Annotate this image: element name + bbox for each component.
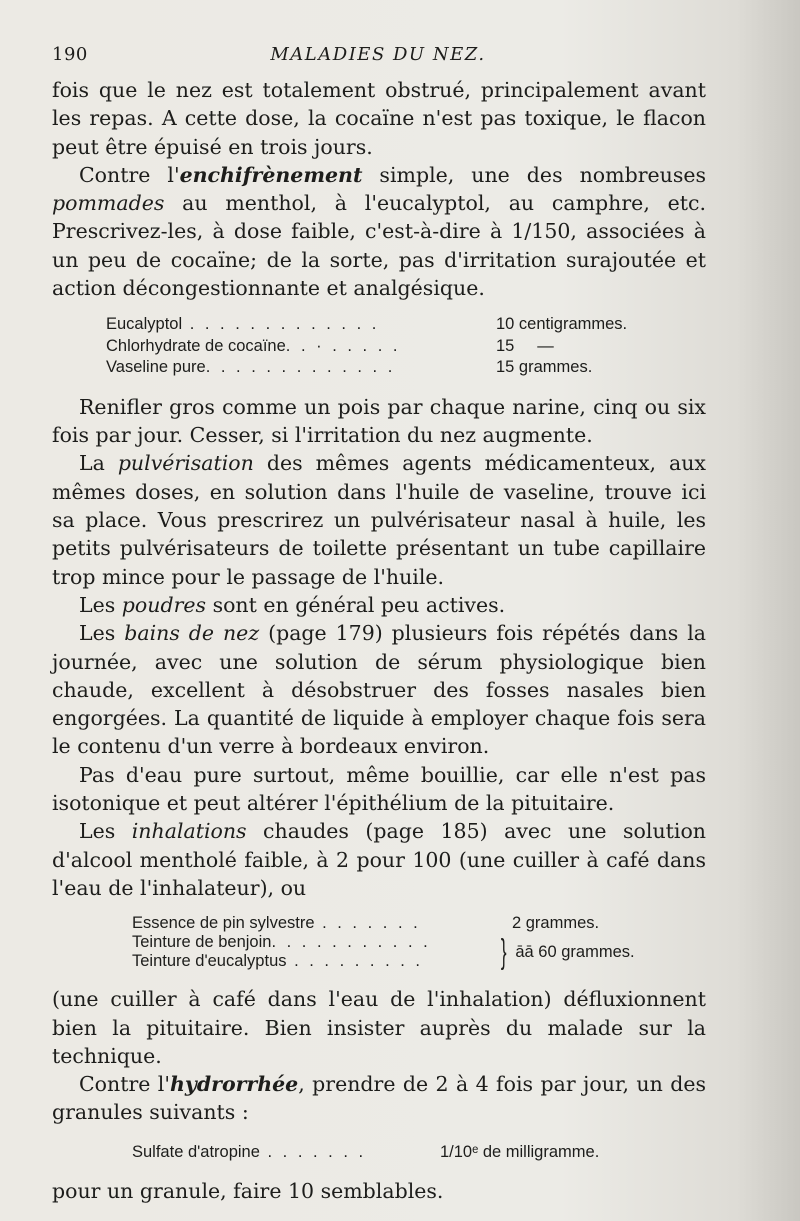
term-enchifrenement: enchifrènement bbox=[179, 162, 363, 187]
ingredient-cell bbox=[132, 914, 512, 933]
leader-dots: . . . . . . . . . . . . . bbox=[182, 315, 380, 334]
prescription-row bbox=[106, 336, 646, 358]
ingredient-cell bbox=[132, 933, 512, 952]
term-poudres: poudres bbox=[121, 592, 207, 617]
paragraph-poudres bbox=[52, 591, 706, 619]
paragraph-eau-pure: Pas d'eau pure surtout, même bouillie, car elle n'est pas isotonique et peut altérer l'épithélium de la pituitaire. bbox=[52, 762, 706, 816]
text-run: simple, une des nombreuses bbox=[362, 162, 706, 187]
ingredient-quantity: 1/10ᵉ de milligramme. bbox=[440, 1142, 600, 1161]
text-run: La bbox=[79, 451, 118, 476]
prescription-granule bbox=[132, 1141, 706, 1163]
ingredient-cell bbox=[106, 336, 496, 358]
prescription-row bbox=[132, 914, 652, 933]
shared-quantity: āā 60 grammes. bbox=[515, 942, 635, 961]
text-run: Les bbox=[79, 621, 125, 646]
ingredient-quantity: 10 centigrammes. bbox=[496, 315, 628, 334]
term-inhalations: inhalations bbox=[131, 819, 247, 844]
ingredient-name: Teinture d'eucalyptus bbox=[132, 952, 287, 971]
ingredient-name: Vaseline pure bbox=[106, 358, 206, 377]
ingredient-cell bbox=[132, 1141, 440, 1163]
ingredient-cell bbox=[106, 314, 496, 336]
text-run: des mêmes agents médicamenteux, aux mêmes doses, en solution dans l'huile de vaseline, trouve ici sa place. Vous prescrirez un pulvérisateur nasal à huile, les petits pulvérisateurs de toilette présentant un tube capillaire trop mince pour le passage de l'huile. bbox=[52, 451, 706, 589]
leader-dots: . . · . . . . . bbox=[285, 336, 401, 355]
text-run: Les bbox=[79, 592, 122, 617]
paragraph-continuation: fois que le nez est totalement obstrué, principalement avant les repas. A cette dose, la cocaïne n'est pas toxique, le flacon peut être épuisé en trois jours. bbox=[52, 78, 706, 159]
term-hydrorrhee: hydrorrhée bbox=[170, 1072, 299, 1097]
ingredient-name: Essence de pin sylvestre bbox=[132, 914, 315, 933]
ingredient-name: Teinture de benjoin bbox=[132, 933, 272, 952]
text-run: Contre l' bbox=[79, 1072, 170, 1097]
paragraph-bains-de-nez bbox=[52, 619, 706, 760]
text-run: chaudes (page 185) avec une solution d'alcool mentholé faible, à 2 pour 100 (une cuiller à café dans l'eau de l'inhalateur), ou bbox=[52, 819, 706, 900]
ingredient-cell bbox=[106, 357, 496, 379]
ingredient-quantity: 15 grammes. bbox=[496, 358, 593, 377]
leader-dots: . . . . . . . . . bbox=[286, 952, 424, 971]
ingredient-quantity: 2 grammes. bbox=[512, 914, 600, 933]
term-bains-de-nez: bains de nez bbox=[124, 621, 260, 646]
prescription-row bbox=[106, 314, 646, 336]
text-run: Contre l' bbox=[79, 162, 180, 187]
ingredient-name: Eucalyptol bbox=[106, 315, 183, 334]
prescription-row bbox=[106, 357, 646, 379]
paragraph-enchifrenement bbox=[52, 161, 706, 302]
text-run: , prendre de 2 à 4 fois par jour, un des granules suivants : bbox=[52, 1072, 706, 1125]
text-run: sont en général peu actives. bbox=[206, 592, 506, 617]
page-body bbox=[52, 76, 706, 1205]
page-header bbox=[52, 44, 704, 72]
paragraph-granule: pour un granule, faire 10 semblables. bbox=[52, 1178, 444, 1203]
leader-dots: . . . . . . . . . . . bbox=[271, 933, 431, 952]
prescription-inhalation bbox=[132, 914, 652, 971]
prescription-pommade bbox=[106, 314, 646, 379]
brace-group bbox=[498, 933, 635, 971]
term-pulverisation: pulvérisation bbox=[117, 451, 254, 476]
ingredient-name: Sulfate d'atropine bbox=[132, 1142, 260, 1161]
running-title: MALADIES DU NEZ. bbox=[270, 44, 486, 65]
text-run: (page 179) plusieurs fois répétés dans la journée, avec une solution de sérum physiologique bien chaude, excellent à désobstruer des fosses nasales bien engorgées. La quantité de liquide à employer chaque fois sera le contenu d'un verre à bordeaux environ. bbox=[52, 621, 706, 759]
prescription-row bbox=[132, 1141, 706, 1163]
text-run: au menthol, à l'eucalyptol, au camphre, etc. Prescrivez-les, à dose faible, c'est-à-dire à 1/150, associées à un peu de cocaïne; de la sorte, pas d'irritation surajoutée et action décongestionnante et analgésique. bbox=[52, 191, 706, 301]
text-run: Les bbox=[79, 819, 132, 844]
leader-dots: . . . . . . . bbox=[259, 1142, 367, 1161]
leader-dots: . . . . . . . bbox=[314, 914, 421, 933]
paragraph-pulverisation bbox=[52, 449, 706, 590]
page-number: 190 bbox=[52, 44, 88, 65]
ingredient-name: Chlorhydrate de cocaïne bbox=[106, 336, 286, 355]
curly-brace-icon: } bbox=[500, 933, 507, 972]
paragraph-hydrorrhee bbox=[52, 1070, 706, 1127]
leader-dots: . . . . . . . . . . . . . bbox=[205, 358, 396, 377]
ingredient-cell bbox=[132, 952, 512, 971]
ingredient-quantity: 15 — bbox=[496, 336, 554, 355]
paragraph-defluxionnent: (une cuiller à café dans l'eau de l'inhalation) défluxionnent bien la pituitaire. Bien insister auprès du malade sur la technique. bbox=[52, 987, 706, 1068]
paragraph-renifler: Renifler gros comme un pois par chaque narine, cinq ou six fois par jour. Cesser, si l'irritation du nez augmente. bbox=[52, 394, 706, 448]
paragraph-inhalations bbox=[52, 817, 706, 902]
term-pommades: pommades bbox=[52, 191, 165, 216]
